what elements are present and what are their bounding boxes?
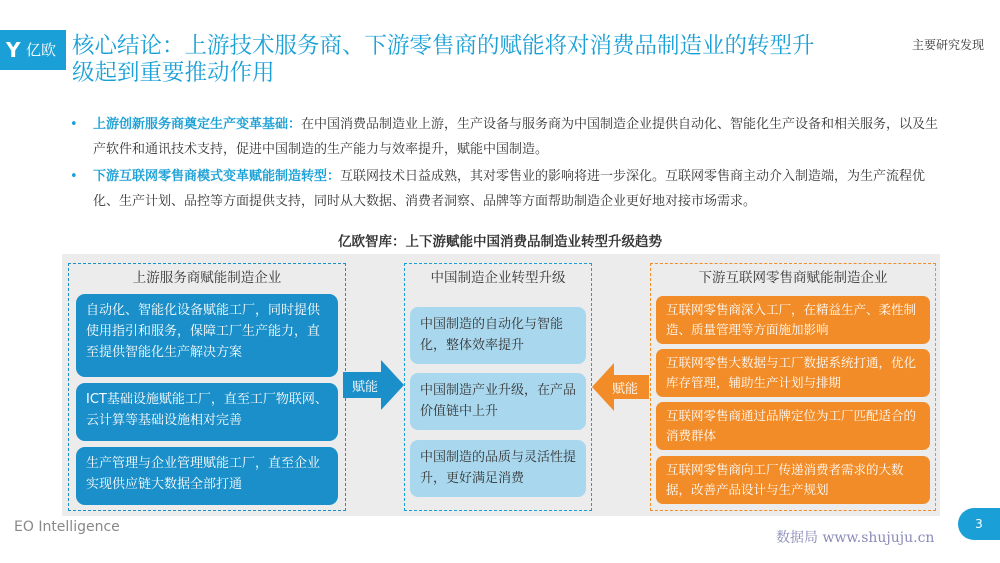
- logo-text: 亿欧: [26, 41, 57, 59]
- transform-card-quality: 中国制造的品质与灵活性提升，更好满足消费: [410, 440, 586, 497]
- finding-text: 互联网技术日益成熟，其对零售业的影响将进一步深化。互联网零售商主动介入制造端，为生产流程优化、生产计划、品控等方面提供支持，同时从大数据、消费者洞察、品牌等方面帮助制造企业更好地对接市场需求。: [93, 169, 926, 209]
- downstream-group-title: 下游互联网零售商赋能制造企业: [698, 270, 888, 286]
- finding-lead: 上游创新服务商奠定生产变革基础：: [93, 117, 302, 132]
- arrow-right-label: 赋能: [612, 382, 639, 397]
- upstream-group-title: 上游服务商赋能制造企业: [132, 270, 282, 286]
- transformation-group-title: 中国制造企业转型升级: [430, 270, 566, 286]
- section-tag: 主要研究发现: [911, 38, 984, 52]
- bullet-icon: •: [70, 117, 78, 132]
- page-number: 3: [958, 508, 1000, 540]
- finding-text: 在中国消费品制造业上游，生产设备与服务商为中国制造企业提供自动化、智能化生产设备和相关服务，以及生产软件和通讯技术支持，促进中国制造的生产能力与效率提升，赋能中国制造。: [93, 117, 939, 157]
- watermark: 数据局 www.shujuju.cn: [776, 530, 935, 546]
- page-title: 核心结论：上游技术服务商、下游零售商的赋能将对消费品制造业的转型升级起到重要推动作用: [72, 33, 815, 86]
- transform-card-automation: 中国制造的自动化与智能化，整体效率提升: [410, 307, 586, 364]
- finding-lead: 下游互联网零售商模式变革赋能制造转型：: [93, 169, 341, 184]
- downstream-card-factory: 互联网零售商深入工厂，在精益生产、柔性制造、质量管理等方面施加影响: [656, 296, 930, 344]
- finding-upstream: [68, 112, 948, 162]
- downstream-card-consumer: 互联网零售商向工厂传递消费者需求的大数据，改善产品设计与生产规划: [656, 456, 930, 504]
- upstream-card-automation: 自动化、智能化设备赋能工厂，同时提供使用指引和服务，保障工厂生产能力，直至提供智能化生产解决方案: [76, 294, 338, 377]
- downstream-card-brand: 互联网零售商通过品牌定位为工厂匹配适合的消费群体: [656, 402, 930, 450]
- key-findings-list: [68, 112, 948, 216]
- upstream-card-ict: ICT基础设施赋能工厂，直至工厂物联网、云计算等基础设施相对完善: [76, 383, 338, 441]
- arrow-left-label: 赋能: [352, 380, 379, 395]
- transform-card-upgrade: 中国制造产业升级，在产品价值链中上升: [410, 373, 586, 430]
- finding-downstream: [68, 164, 948, 214]
- downstream-card-bigdata: 互联网零售大数据与工厂数据系统打通，优化库存管理，辅助生产计划与排期: [656, 349, 930, 397]
- eo-logo: [0, 30, 66, 70]
- logo-mark: Y: [6, 38, 21, 62]
- figure-title: 亿欧智库：上下游赋能中国消费品制造业转型升级趋势: [338, 234, 662, 250]
- upstream-card-management: 生产管理与企业管理赋能工厂，直至企业实现供应链大数据全部打通: [76, 447, 338, 505]
- bullet-icon: •: [70, 169, 78, 184]
- footer-brand: EO Intelligence: [14, 519, 120, 535]
